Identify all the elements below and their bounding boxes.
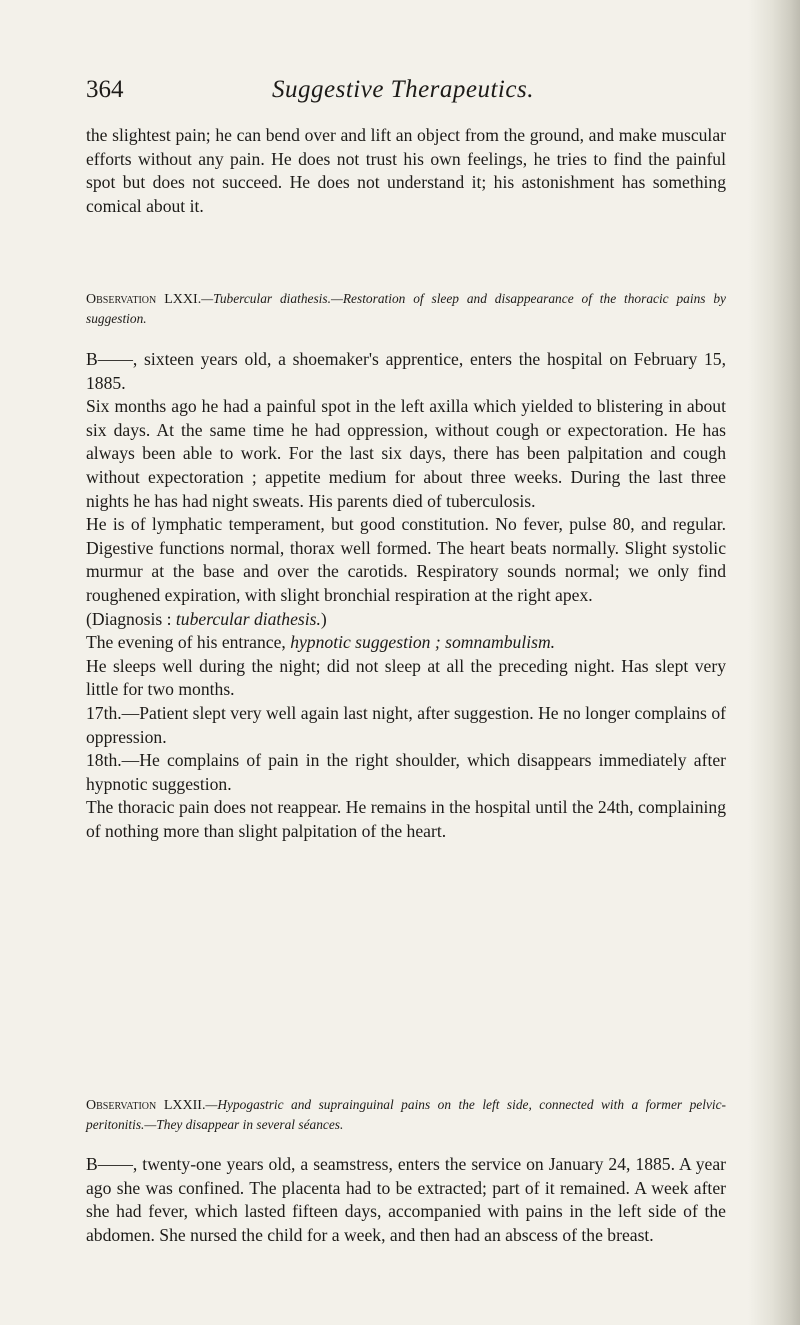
observation-71-body (86, 348, 726, 843)
observation-72-body (86, 1153, 726, 1247)
diagnosis-line (86, 608, 726, 632)
evening-term: hypnotic suggestion ; somnambulism. (290, 632, 556, 653)
intro-paragraph (86, 124, 726, 218)
intro-text: the slightest pain; he can bend over and lift an object from the ground, and make muscular efforts without any pain. He does not trust his own feelings, he tries to find the painful spot but does not succeed. He does not understand it; his astonishment has something comical about it. (86, 125, 726, 216)
diagnosis-suffix: ) (320, 608, 327, 629)
evening-prefix: The evening of his entrance, (86, 632, 291, 653)
diagnosis-prefix: (Diagnosis : (86, 608, 176, 629)
observation-71-paragraph: He is of lymphatic temperament, but good constitution. No fever, pulse 80, and regular. Digestive functions normal, thorax well formed. The heart beats normally. Slight systolic murmur at the base and over the carotids. Respiratory sounds normal; we only find roughened expiration, with slight bronchial respiration at the right apex. (86, 514, 726, 605)
page-header (86, 76, 726, 116)
page-edge-shadow (748, 0, 800, 1325)
observation-71-title: —Tubercular diathesis.—Restoration of sleep and disappearance of the thoracic pains by suggestion. (86, 291, 726, 326)
evening-line (86, 631, 726, 655)
observation-72-title: —Hypogastric and suprainguinal pains on the left side, connected with a former pelvic-peritonitis.—They disappear in several séances. (86, 1097, 727, 1132)
observation-71-paragraph: Six months ago he had a painful spot in the left axilla which yielded to blistering in about six days. At the same time he had oppression, without cough or expectoration. He has always been able to work. For the last six days, there has been palpitation and cough without expectoration ; appetite medium for about three weeks. During the last three nights he has had night sweats. His parents died of tuberculosis. (86, 396, 726, 511)
observation-71-paragraph: 17th.—Patient slept very well again last night, after suggestion. He no longer complains of oppression. (86, 702, 726, 747)
observation-72-paragraph: B——, twenty-one years old, a seamstress, enters the service on January 24, 1885. A year ago she was confined. The placenta had to be extracted; part of it remained. A week after she had fever, which lasted fifteen days, accompanied with pains in the left side of the abdomen. She nursed the child for a week, and then had an abscess of the breast. (86, 1154, 726, 1245)
observation-71-heading (86, 289, 726, 328)
observation-71-paragraph: The thoracic pain does not reappear. He remains in the hospital until the 24th, complaining of nothing more than slight palpitation of the heart. (86, 797, 726, 841)
observation-71-paragraph: B——, sixteen years old, a shoemaker's apprentice, enters the hospital on February 15, 1885. (86, 349, 726, 393)
observation-71-paragraph: 18th.—He complains of pain in the right shoulder, which disappears immediately after hypnotic suggestion. (86, 750, 726, 794)
diagnosis-term: tubercular diathesis. (175, 608, 321, 629)
observation-72-heading (86, 1095, 726, 1134)
observation-71-label: Observation LXXI. (86, 292, 202, 307)
running-title: Suggestive Therapeutics. (272, 76, 534, 103)
observation-72-label: Observation LXXII. (86, 1098, 206, 1113)
observation-71-paragraph: He sleeps well during the night; did not sleep at all the preceding night. Has slept very little for two months. (86, 655, 726, 700)
page-number: 364 (86, 76, 124, 103)
